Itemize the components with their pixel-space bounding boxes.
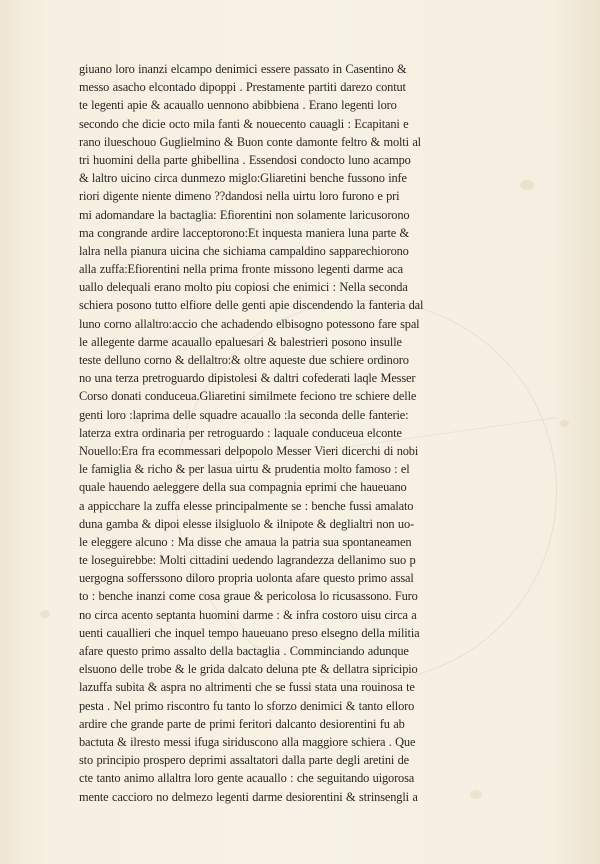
paper-stain <box>560 420 569 427</box>
text-line: sto principio prospero deprimi assaltatori dalla parte degli aretini de <box>79 753 410 768</box>
text-line: uallo delequali erano molto piu copiosi che enimici : Nella seconda <box>79 280 408 295</box>
text-line: uergogna sofferssono diloro propria uolonta afare questo primo assal <box>79 571 414 586</box>
text-line: riori digente niente dimeno ??dandosi nella uirtu loro furono e pri <box>79 189 400 204</box>
text-line: pesta . Nel primo riscontro fu tanto lo sforzo denimici & tanto elloro <box>79 698 415 713</box>
text-line: rano ilueschouo Guglielmino & Buon conte damonte feltro & molti al <box>79 134 421 149</box>
text-line: le allegente darme acauallo epaluesari & balestrieri posono insulle <box>79 334 402 349</box>
text-line: a appicchare la zuffa elesse principalmente se : benche fussi amalato <box>79 498 414 513</box>
paper-stain <box>520 180 534 190</box>
text-line: quale hauendo aeleggere della sua compagnia eprimi che haueuano <box>79 480 407 495</box>
text-line: elsuono delle trobe & le grida dalcato deluna pte & dellatra sipricipio <box>79 662 418 677</box>
text-line: & laltro uicino circa dunmezo miglo:Gliaretini benche fussono infe <box>79 171 407 186</box>
text-line: ardire che grande parte de primi feritori dalcanto desiorentini fu ab <box>79 716 405 731</box>
text-column <box>79 60 519 806</box>
text-line: lalra nella pianura uicina che sichiama campaldino sapparechiorono <box>79 243 409 258</box>
text-line: alla zuffa:Efiorentini nella prima fronte missono legenti darme aca <box>79 262 404 277</box>
text-line: bactuta & ilresto messi ifuga siriduscono alla maggiore schiera . Que <box>79 734 416 749</box>
text-line: laterza extra ordinaria per retroguardo : laquale conduceua elconte <box>79 425 402 440</box>
text-line: duna gamba & dipoi elesse ilsigluolo & ilnipote & deglialtri non uo- <box>79 516 414 531</box>
text-line: secondo che dicie octo mila fanti & nouecento cauagli : Ecapitani e <box>79 116 409 131</box>
text-line: luno corno allaltro:accio che achadendo elbisogno potessono fare spal <box>79 316 420 331</box>
text-line: messo asacho elcontado dipoppi . Prestamente partiti darezo contut <box>79 80 406 95</box>
text-line: mente caccioro no delmezo legenti darme desiorentini & strinsengli a <box>79 789 418 804</box>
text-line: uenti cauallieri che inquel tempo haueuano preso elsegno della militia <box>79 625 420 640</box>
text-line: Corso donati conduceua.Gliaretini similmete feciono tre schiere delle <box>79 389 417 404</box>
text-line: te legenti apie & acauallo uennono abibbiena . Erano legenti loro <box>79 98 397 113</box>
text-line: teste delluno corno & dellaltro:& oltre aqueste due schiere ordinoro <box>79 353 409 367</box>
text-line: no circa acento septanta huomini darme : & infra costoro uisu circa a <box>79 607 417 622</box>
text-line: ma congrande ardire lacceptorono:Et inquesta maniera luna parte & <box>79 225 410 240</box>
text-line: to : benche inanzi come cosa graue & pericolosa lo ricusassono. Furo <box>79 589 418 604</box>
text-line: giuano loro inanzi elcampo denimici essere passato in Casentino & <box>79 62 407 76</box>
text-line: Nouello:Era fra ecommessari delpopolo Messer Vieri dicerchi di nobi <box>79 443 419 458</box>
paper-stain <box>40 610 50 618</box>
text-line: no una terza pretroguardo dipistolesi & daltri cofederati laqle Messer <box>79 371 416 386</box>
text-line: le famiglia & richo & per lasua uirtu & prudentia molto famoso : el <box>79 462 410 477</box>
text-line: genti loro :laprima delle squadre acauallo :la seconda delle fanterie: <box>79 407 409 422</box>
text-line: afare questo primo assalto della bactaglia . Comminciando adunque <box>79 644 409 658</box>
text-line: tri huomini della parte ghibellina . Essendosi condocto luno acampo <box>79 152 411 167</box>
text-line: schiera posono tutto elfiore delle genti apie discendendo la fanteria dal <box>79 298 424 313</box>
text-line: mi adomandare la bactaglia: Efiorentini non solamente laricusorono <box>79 207 410 222</box>
text-line: cte tanto animo allaltra loro gente acauallo : che seguitando uigorosa <box>79 771 415 786</box>
text-line: le eleggere alcuno : Ma disse che amaua la patria sua spontaneamen <box>79 534 412 549</box>
text-line: lazuffa subita & aspra no altrimenti che se fussi stata una rouinosa te <box>79 680 415 695</box>
text-line: te loseguirebbe: Molti cittadini uedendo lagrandezza dellanimo suo p <box>79 553 416 568</box>
